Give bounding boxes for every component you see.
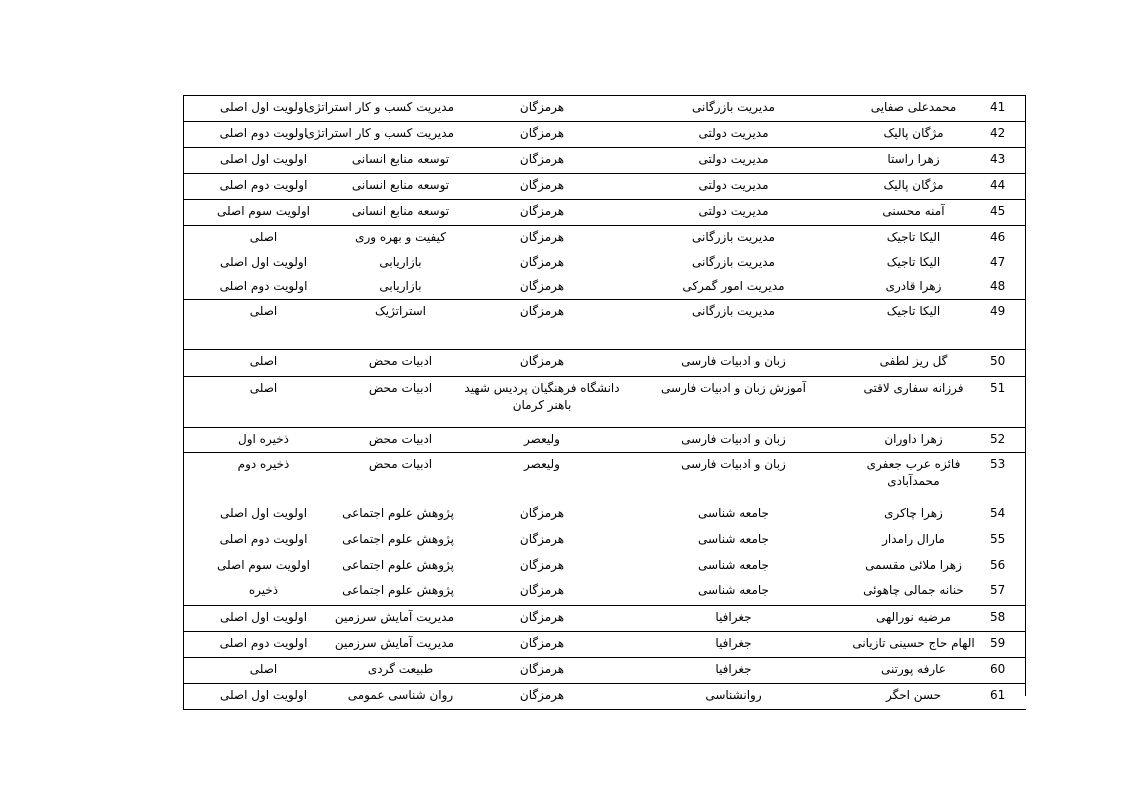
row-field: بازاریابی bbox=[379, 255, 422, 269]
row-priority: اولویت اول اصلی bbox=[183, 251, 343, 275]
row-department: زبان و ادبیات فارسی bbox=[681, 432, 786, 446]
row-priority: اولویت اول اصلی bbox=[183, 502, 343, 528]
table-row bbox=[183, 528, 1026, 554]
row-priority: اولویت اول اصلی bbox=[183, 96, 343, 121]
row-university: هرمزگان bbox=[519, 532, 565, 546]
row-department: روانشناسی bbox=[705, 688, 762, 702]
candidates-table bbox=[183, 95, 1026, 710]
row-name: مژگان پالیک bbox=[883, 178, 944, 192]
row-name: فائزه عرب جعفری محمدآبادی bbox=[866, 457, 961, 488]
row-department: جامعه شناسی bbox=[698, 532, 769, 546]
row-name: الیکا تاجیک bbox=[886, 304, 941, 318]
row-university: هرمزگان bbox=[519, 204, 565, 218]
row-field: استراتژیک bbox=[374, 304, 426, 318]
row-number: 60 bbox=[990, 662, 1006, 676]
row-number: 46 bbox=[990, 230, 1006, 244]
table-row bbox=[183, 199, 1026, 225]
row-priority: ذخیره bbox=[183, 579, 343, 605]
row-university: هرمزگان bbox=[519, 304, 565, 318]
row-number: 55 bbox=[990, 532, 1006, 546]
row-name: آمنه محسنی bbox=[882, 204, 945, 218]
row-university: هرمزگان bbox=[519, 255, 565, 269]
row-field: مدیریت آمایش سرزمین bbox=[334, 636, 454, 650]
row-name: زهرا داوران bbox=[884, 432, 943, 446]
row-department: مدیریت بازرگانی bbox=[692, 304, 775, 318]
row-name: زهرا قادری bbox=[885, 279, 942, 293]
row-university: دانشگاه فرهنگیان پردیس شهید باهنر کرمان bbox=[464, 381, 620, 412]
row-number: 53 bbox=[990, 457, 1006, 471]
table-row bbox=[183, 579, 1026, 605]
row-university: هرمزگان bbox=[519, 279, 565, 293]
row-field: روان شناسی عمومی bbox=[347, 688, 454, 702]
row-field: پژوهش علوم اجتماعی bbox=[342, 583, 454, 597]
row-priority: اصلی bbox=[183, 300, 343, 349]
row-priority: اولویت دوم اصلی bbox=[183, 275, 343, 299]
row-priority: اولویت سوم اصلی bbox=[183, 554, 343, 579]
row-name: گل ریز لطفی bbox=[879, 354, 948, 368]
row-name: الیکا تاجیک bbox=[886, 230, 941, 244]
table-row bbox=[183, 554, 1026, 579]
row-department: جامعه شناسی bbox=[698, 558, 769, 572]
table-row bbox=[183, 452, 1026, 502]
row-priority: ذخیره اول bbox=[183, 428, 343, 452]
row-name: حنانه جمالی چاهوئی bbox=[863, 583, 964, 597]
table-row bbox=[183, 631, 1026, 657]
row-university: هرمزگان bbox=[519, 583, 565, 597]
row-name: الهام حاج حسینی تازیانی bbox=[852, 636, 975, 650]
row-priority: اولویت اول اصلی bbox=[183, 148, 343, 173]
row-field: توسعه منابع انسانی bbox=[351, 152, 450, 166]
row-number: 58 bbox=[990, 610, 1006, 624]
row-number: 59 bbox=[990, 636, 1006, 650]
row-name: زهرا راستا bbox=[887, 152, 940, 166]
table-row bbox=[183, 173, 1026, 199]
row-field: مدیریت آمایش سرزمین bbox=[334, 610, 454, 624]
row-number: 49 bbox=[990, 304, 1006, 318]
row-field: پژوهش علوم اجتماعی bbox=[342, 506, 454, 520]
row-university: هرمزگان bbox=[519, 610, 565, 624]
row-priority: اولویت دوم اصلی bbox=[183, 632, 343, 657]
table-row bbox=[183, 657, 1026, 683]
row-name: فرزانه سفاری لاقتی bbox=[863, 381, 964, 395]
table-row bbox=[183, 502, 1026, 528]
row-number: 47 bbox=[990, 255, 1006, 269]
row-department: زبان و ادبیات فارسی bbox=[681, 354, 786, 368]
row-priority: اولویت دوم اصلی bbox=[183, 174, 343, 199]
row-field: توسعه منابع انسانی bbox=[351, 178, 450, 192]
row-university: هرمزگان bbox=[519, 558, 565, 572]
row-number: 54 bbox=[990, 506, 1006, 520]
row-priority: اولویت دوم اصلی bbox=[183, 122, 343, 147]
row-priority: اصلی bbox=[183, 350, 343, 376]
row-name: محمدعلی صفایی bbox=[870, 100, 957, 114]
row-department: جامعه شناسی bbox=[698, 506, 769, 520]
table-row bbox=[183, 251, 1026, 275]
row-priority: اولویت اول اصلی bbox=[183, 684, 343, 709]
table-row bbox=[183, 147, 1026, 173]
row-name: مرضیه نورالهی bbox=[876, 610, 951, 624]
row-department: جغرافیا bbox=[715, 662, 752, 676]
row-priority: اولویت اول اصلی bbox=[183, 606, 343, 631]
row-number: 43 bbox=[990, 152, 1006, 166]
table-row bbox=[183, 121, 1026, 147]
table-row bbox=[183, 299, 1026, 349]
row-number: 57 bbox=[990, 583, 1006, 597]
table-row bbox=[183, 349, 1026, 376]
row-department: مدیریت بازرگانی bbox=[692, 100, 775, 114]
row-field: توسعه منابع انسانی bbox=[351, 204, 450, 218]
row-field: بازاریابی bbox=[379, 279, 422, 293]
row-name: عارفه پورتنی bbox=[881, 662, 946, 676]
row-university: هرمزگان bbox=[519, 354, 565, 368]
row-number: 42 bbox=[990, 126, 1006, 140]
row-number: 61 bbox=[990, 688, 1006, 702]
table-row bbox=[183, 225, 1026, 251]
row-field: پژوهش علوم اجتماعی bbox=[342, 532, 454, 546]
row-university: ولیعصر bbox=[524, 432, 560, 446]
table-row bbox=[183, 275, 1026, 299]
row-name: زهرا ملائی مقسمی bbox=[865, 558, 962, 572]
row-number: 41 bbox=[990, 100, 1006, 114]
row-priority: اصلی bbox=[183, 658, 343, 683]
row-field: مدیریت کسب و کار استراتژی bbox=[305, 100, 454, 114]
row-department: مدیریت دولتی bbox=[698, 126, 769, 140]
row-university: هرمزگان bbox=[519, 636, 565, 650]
row-field: کیفیت و بهره وری bbox=[355, 230, 446, 244]
row-department: آموزش زبان و ادبیات فارسی bbox=[661, 381, 806, 395]
row-priority: اصلی bbox=[183, 377, 343, 427]
row-department: مدیریت دولتی bbox=[698, 152, 769, 166]
row-number: 52 bbox=[990, 432, 1006, 446]
row-number: 45 bbox=[990, 204, 1006, 218]
row-name: مارال رامدار bbox=[882, 532, 945, 546]
row-department: مدیریت بازرگانی bbox=[692, 230, 775, 244]
table-row bbox=[183, 605, 1026, 631]
table-row bbox=[183, 427, 1026, 452]
row-university: هرمزگان bbox=[519, 126, 565, 140]
row-field: پژوهش علوم اجتماعی bbox=[342, 558, 454, 572]
row-university: هرمزگان bbox=[519, 230, 565, 244]
row-department: زبان و ادبیات فارسی bbox=[681, 457, 786, 471]
row-priority: ذخیره دوم bbox=[183, 453, 343, 502]
row-number: 44 bbox=[990, 178, 1006, 192]
row-field: ادبیات محض bbox=[368, 381, 433, 395]
row-number: 56 bbox=[990, 558, 1006, 572]
row-number: 48 bbox=[990, 279, 1006, 293]
row-university: ولیعصر bbox=[524, 457, 560, 471]
row-field: ادبیات محض bbox=[368, 354, 433, 368]
row-number: 51 bbox=[990, 381, 1006, 395]
row-university: هرمزگان bbox=[519, 506, 565, 520]
row-university: هرمزگان bbox=[519, 662, 565, 676]
row-field: ادبیات محض bbox=[368, 457, 433, 471]
table-row bbox=[183, 95, 1026, 121]
row-name: زهرا چاکری bbox=[884, 506, 943, 520]
row-department: جامعه شناسی bbox=[698, 583, 769, 597]
row-field: طبیعت گردی bbox=[367, 662, 434, 676]
row-university: هرمزگان bbox=[519, 100, 565, 114]
row-priority: اولویت سوم اصلی bbox=[183, 200, 343, 225]
row-number: 50 bbox=[990, 354, 1006, 368]
row-department: مدیریت دولتی bbox=[698, 178, 769, 192]
row-name: حسن احگر bbox=[885, 688, 942, 702]
row-department: مدیریت دولتی bbox=[698, 204, 769, 218]
row-name: الیکا تاجیک bbox=[886, 255, 941, 269]
table-row bbox=[183, 683, 1026, 710]
row-department: مدیریت امور گمرکی bbox=[682, 279, 785, 293]
row-university: هرمزگان bbox=[519, 152, 565, 166]
row-department: جغرافیا bbox=[715, 636, 752, 650]
row-university: هرمزگان bbox=[519, 178, 565, 192]
row-priority: اصلی bbox=[183, 226, 343, 251]
row-name: مژگان پالیک bbox=[883, 126, 944, 140]
row-field: مدیریت کسب و کار استراتژی bbox=[305, 126, 454, 140]
table-row bbox=[183, 376, 1026, 427]
row-priority: اولویت دوم اصلی bbox=[183, 528, 343, 554]
row-university: هرمزگان bbox=[519, 688, 565, 702]
row-field: ادبیات محض bbox=[368, 432, 433, 446]
row-department: مدیریت بازرگانی bbox=[692, 255, 775, 269]
row-department: جغرافیا bbox=[715, 610, 752, 624]
